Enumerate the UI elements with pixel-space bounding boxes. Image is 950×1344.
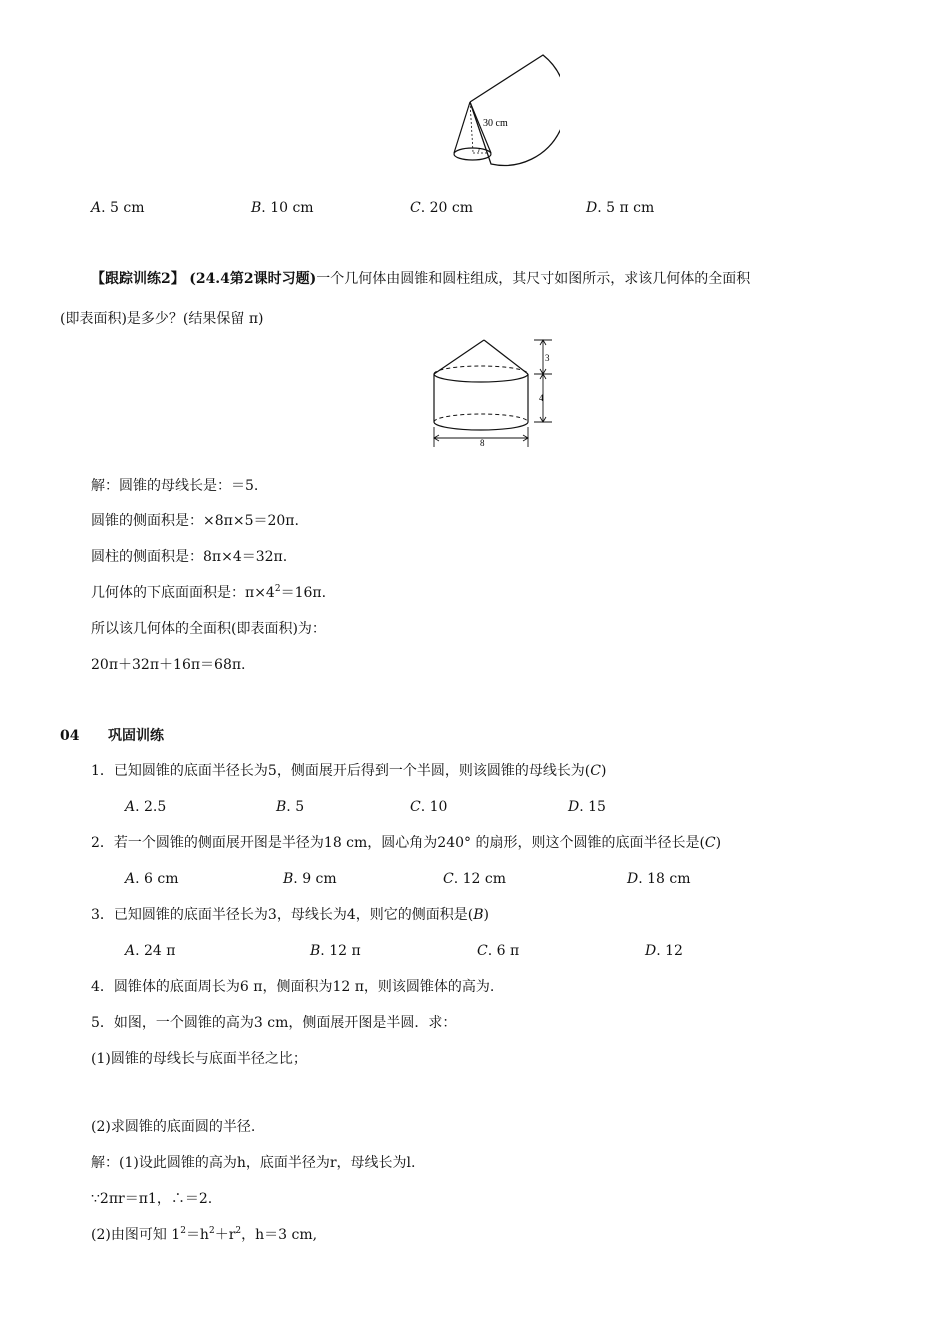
solution-line-1: 解：圆锥的母线长是：＝5. <box>91 478 259 494</box>
dim-width: 8 <box>480 438 485 448</box>
tracking-text: 一个几何体由圆锥和圆柱组成，其尺寸如图所示，求该几何体的全面积 <box>316 271 751 287</box>
solution-line-4: 几何体的下底面面积是：$\pi\times 4^2=16\pi$. <box>91 584 327 601</box>
option-c: C. 20 cm <box>410 200 473 216</box>
question-5-solution-3: (2)由图可知 $1^2=h^2+r^2$，h＝3 cm, <box>91 1226 318 1243</box>
tracking-tag: 【跟踪训练2】 <box>91 271 185 287</box>
q1-option-c: C. 10 <box>410 799 448 815</box>
q1-option-d: D. 15 <box>568 799 606 815</box>
solution-line-2: 圆锥的侧面积是：×8π×5＝20π. <box>91 513 299 529</box>
q3-option-b: B. 12 π <box>310 943 361 959</box>
question-1: 1．已知圆锥的底面半径长为5，侧面展开后得到一个半圆，则该圆锥的母线长为(C) <box>91 763 607 779</box>
q3-option-d: D. 12 <box>645 943 683 959</box>
question-3: 3．已知圆锥的底面半径长为3，母线长为4，则它的侧面积是(B) <box>91 907 489 923</box>
q2-option-a: A. 6 cm <box>125 871 179 887</box>
option-b: B. 10 cm <box>251 200 314 216</box>
slant-label: 30 cm <box>483 118 508 129</box>
q2-option-b: B. 9 cm <box>283 871 337 887</box>
radius-label: r <box>478 145 482 154</box>
question-5: 5．如图，一个圆锥的高为3 cm，侧面展开图是半圆．求： <box>91 1015 457 1031</box>
solution-line-6: 20π＋32π＋16π＝68π. <box>91 657 246 673</box>
cone-sector-figure <box>440 52 560 172</box>
q2-option-c: C. 12 cm <box>443 871 506 887</box>
q3-option-a: A. 24 π <box>125 943 176 959</box>
q1-answer: C <box>590 763 601 779</box>
dim-cylinder-height: 4 <box>539 393 544 403</box>
cone-cylinder-figure <box>420 335 560 455</box>
option-a: A. 5 cm <box>91 200 145 216</box>
tracking-exercise-line2: (即表面积)是多少？(结果保留 π) <box>60 311 264 327</box>
section-number: 04 <box>60 728 80 744</box>
question-2: 2．若一个圆锥的侧面展开图是半径为18 cm，圆心角为240° 的扇形，则这个圆锥的底面半径长是(C) <box>91 835 722 851</box>
q2-answer: C <box>704 835 716 851</box>
question-5-solution-2: ∵2πr＝π1，∴＝2. <box>91 1191 213 1207</box>
question-4: 4．圆锥体的底面周长为6 π，侧面积为12 π，则该圆锥体的高为. <box>91 979 495 995</box>
q2-option-d: D. 18 cm <box>627 871 691 887</box>
q1-option-b: B. 5 <box>276 799 305 815</box>
dim-cone-height: 3 <box>545 353 550 363</box>
solution-line-5: 所以该几何体的全面积(即表面积)为： <box>91 621 326 637</box>
question-5-solution-1: 解：(1)设此圆锥的高为h，底面半径为r，母线长为l. <box>91 1155 416 1171</box>
solution-line-3: 圆柱的侧面积是：8π×4＝32π. <box>91 549 288 565</box>
q1-option-a: A. 2.5 <box>125 799 167 815</box>
tracking-exercise-line1 <box>91 270 750 288</box>
tracking-source: (24.4第2课时习题) <box>189 271 317 287</box>
q3-answer: B <box>473 907 484 923</box>
question-5-part-1: (1)圆锥的母线长与底面半径之比； <box>91 1051 307 1067</box>
q3-option-c: C. 6 π <box>477 943 520 959</box>
section-title: 巩固训练 <box>108 728 164 744</box>
option-d: D. 5 π cm <box>586 200 655 216</box>
question-5-part-2: (2)求圆锥的底面圆的半径. <box>91 1119 256 1135</box>
